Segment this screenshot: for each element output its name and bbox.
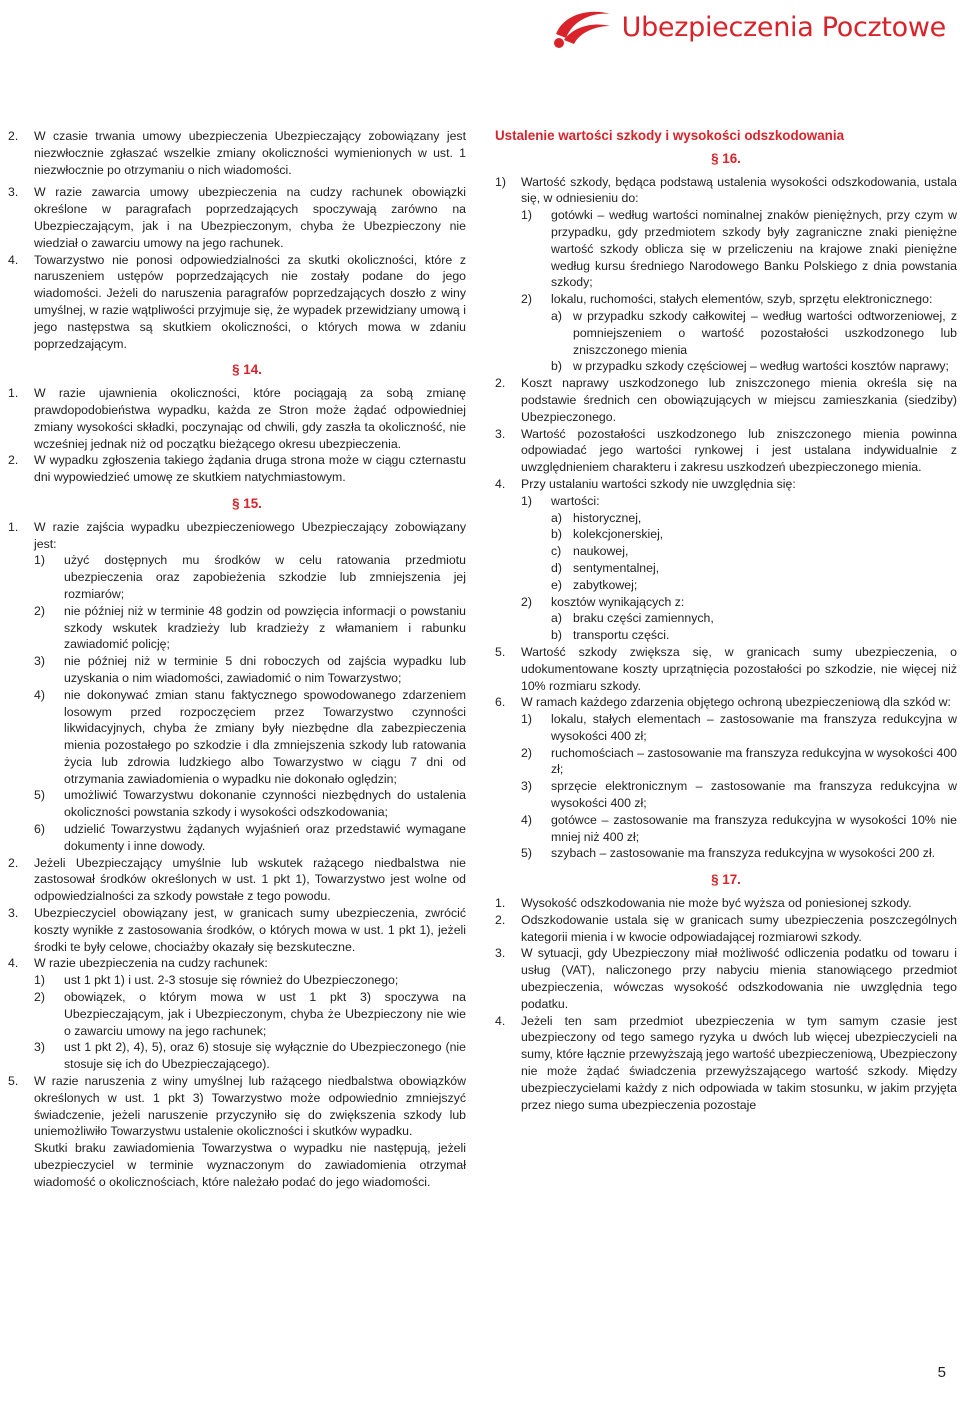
s15-sub: 1) użyć dostępnych mu środków w celu ratowania przedmiotu ubezpieczenia oraz zapobieżenia szkodzie lub zmniejszenia jej rozmiarów; [34,553,466,601]
paragraph-2: 2. W czasie trwania umowy ubezpieczenia Ubezpieczający zobowiązany jest niezwłocznie zgłaszać wszelkie zmiany okoliczności wymienionych w ust. 1 niezwłocznie po otrzymaniu o nich wiadomości. [8,129,466,177]
brand-name: Ubezpieczenia Pocztowe [621,11,946,43]
s15-item-2: 2. Jeżeli Ubezpieczający umyślnie lub wskutek rażącego niedbalstwa nie zastosował środków określonych w ust. 1 pkt 1), Towarzystwo jest wolne od odpowiedzialności za szkody powstałe z tego powodu. [8,855,466,904]
section-15-title: § 15. [232,495,262,511]
s16-sub-sub: a) historycznej, [551,510,642,525]
paragraph-3: 3. W razie zawarcia umowy ubezpieczenia na cudzy rachunek obowiązki określone w paragrafach poprzedzających spoczywają zarówno na Ubezpieczającym, jak i na Ubezpieczonym, chyba że Ubezpieczony nie wiedział o zawarciu umowy na jego rachunek. [8,185,466,250]
s16-sub: 5) szybach – zastosowanie ma franszyza redukcyjna w wysokości 200 zł. [521,846,936,861]
s16-sub-sub: b) kolekcjonerskiej, [551,527,664,542]
s15-sub: 1) ust 1 pkt 1) i ust. 2-3 stosuje się również do Ubezpieczonego; [34,973,399,988]
s15-item-5-continuation: Skutki braku zawiadomienia Towarzystwa o wypadku nie następują, jeżeli ubezpieczyciel w terminie wyznaczonym do zawiadomienia otrzymał wiadomość o okolicznościach, które należało podać do jego wiadomości. [34,1141,466,1189]
s16-item-4: 4. Przy ustalaniu wartości szkody nie uwzględnia się: [495,476,796,491]
s16-sub-sub: a) braku części zamiennych, [551,611,714,626]
s16-item-1: 1) Wartość szkody, będąca podstawą ustalenia wysokości odszkodowania, ustala się, w odniesieniu do: [495,174,957,206]
s16-item-2: 2. Koszt naprawy uszkodzonego lub zniszczonego mienia określa się na podstawie średnich cen obowiązujących w miejscu zamieszkania (siedziby) Ubezpieczonego. [495,376,957,424]
s16-sub-sub: e) zabytkowej; [551,577,638,592]
s16-sub-sub: d) sentymentalnej, [551,560,660,575]
s15-sub: 3) nie później niż w terminie 5 dni roboczych od zajścia wypadku lub uzyskania o nim wiadomości, zawiadomić o nim Towarzystwo; [34,654,466,685]
s15-sub: 4) nie dokonywać zmian stanu faktycznego spowodowanego zdarzeniem losowym przed rozpoczęciem przez Towarzystwo czynności likwidacyjnych, chyba że zmiany były niezbędne dla zabezpieczenia mienia pozostałego po szkodzie i dla zmniejszenia szkody lub ratowania życia lub zdrowia ludzkiego albo Towarzystwo w ciągu 7 dni od otrzymania zawiadomienia o wypadku nie dokonało oględzin; [34,687,466,786]
s15-sub: 2) obowiązek, o którym mowa w ust 1 pkt 3) spoczywa na Ubezpieczającym, jak i Ubezpieczonym, chyba że Ubezpieczony nie wie o zawarciu umowy na jego rachunek; [34,990,466,1038]
s17-item-1: 1. Wysokość odszkodowania nie może być wyższa od poniesionej szkody. [495,896,912,911]
s17-item-2: 2. Odszkodowanie ustala się w granicach sumy ubezpieczenia poszczególnych kategorii mienia i w kwocie odpowiadającej rozmiarowi szkody. [495,912,957,944]
s16-sub: 3) sprzęcie elektronicznym – zastosowanie ma franszyza redukcyjna w wysokości 400 zł; [521,779,957,811]
s16-sub: 2) kosztów wynikających z: [521,594,685,609]
s16-item-6: 6. W ramach każdego zdarzenia objętego ochroną ubezpieczeniową dla szkód w: [495,695,951,710]
section-14-title: § 14. [232,362,262,378]
s15-sub: 6) udzielić Towarzystwu żądanych wyjaśnień oraz przedstawić wymagane dokumenty i inne dowody. [34,822,466,853]
s15-item-5: 5. W razie naruszenia z winy umyślnej lub rażącego niedbalstwa obowiązków określonych w ust. 1 pkt 3) Towarzystwo może odpowiednio zmniejszyć świadczenie, jeżeli naruszenie przyczyniło się do zwiększenia szkody lub uniemożliwiło Towarzystwu ustalenie okoliczności i skutków wypadku. [8,1074,466,1139]
paragraph-4: 4. Towarzystwo nie ponosi odpowiedzialności za skutki okoliczności, które z naruszeniem ustępów poprzedzających nie zostały podane do jego wiadomości. Jeżeli do naruszenia paragrafów poprzedzających doszło z winy umyślnej, w razie wątpliwości przyjmuje się, że wypadek przewidziany umową i jego następstwa są skutkiem okoliczności, o których mowa w zdaniu poprzedzającym. [8,252,466,351]
s15-item-4: 4. W razie ubezpieczenia na cudzy rachunek: [8,956,268,971]
s17-item-3: 3. W sytuacji, gdy Ubezpieczony miał możliwość odliczenia podatku od towaru i usług (VAT), naliczonego przy nabyciu mienia stanowiącego przedmiot ubezpieczenia, wówczas wysokość odszkodowania nie uwzględnia tego podatku. [495,946,957,1011]
s15-item-3: 3. Ubezpieczyciel obowiązany jest, w granicach sumy ubezpieczenia, zwrócić koszty wynikłe z zastosowania środków, o których mowa w ust. 1 pkt 1), jeżeli środki te były celowe, chociażby okazały się bezskuteczne. [8,906,466,954]
envelope-swoosh-icon [550,4,616,50]
s16-sub: 2) ruchomościach – zastosowanie ma franszyza redukcyjna w wysokości 400 zł; [521,745,957,777]
s14-item-2: 2. W wypadku zgłoszenia takiego żądania druga strona może w ciągu czternastu dni wypowiedzieć umowę ze skutkiem natychmiastowym. [8,453,466,485]
s16-sub: 1) gotówki – według wartości nominalnej znaków pieniężnych, przy czym w przypadku, gdy przedmiotem szkody były zagraniczne znaki pieniężne wartość szkody oblicza się w przeliczeniu na krajowe znaki pieniężne według kursu średniego Narodowego Banku Polskiego z dnia powstania szkody; [521,208,957,290]
brand-logo [550,4,946,50]
section-16-title: § 16. [711,150,741,166]
s17-item-4: 4. Jeżeli ten sam przedmiot ubezpieczenia w tym samym czasie jest ubezpieczony od tego samego ryzyka u dwóch lub więcej ubezpieczycieli na sumy, które łącznie przewyższają jego wartość ubezpieczeniową, Ubezpieczony nie może żądać świadczenia przewyższającego wartość szkody. Między ubezpieczycielami każdy z nich odpowiada w takim stosunku, w jakim przyjęta przez niego suma ubezpieczenia pozostaje [495,1013,957,1112]
s16-sub-sub: b) transportu części. [551,628,670,643]
s16-sub: 1) wartości: [521,493,600,508]
s16-sub-sub: b) w przypadku szkody częściowej – według wartości kosztów naprawy; [551,359,949,374]
page-number: 5 [937,1364,946,1381]
s16-item-5: 5. Wartość szkody zwiększa się, w granicach sumy ubezpieczenia, o udokumentowane koszty uprzątnięcia pozostałości po szkodzie, nie więcej niż 10% rozmiaru szkody. [495,644,957,693]
s16-item-3: 3. Wartość pozostałości uszkodzonego lub zniszczonego mienia powinna odpowiadać jego wartości rynkowej i jest ustalana indywidualnie z uwzględnieniem charakteru i zakresu uszkodzeń ubezpieczonego mienia. [495,426,957,475]
s16-sub-sub: a) w przypadku szkody całkowitej – według wartości odtworzeniowej, z pomniejszeniem o wartość pozostałości uszkodzonego lub zniszczonego mienia [551,308,957,357]
right-column [495,128,957,1113]
s14-item-1: 1. W razie ujawnienia okoliczności, które pociągają za sobą zmianę prawdopodobieństwa wypadku, każda ze Stron może żądać odpowiedniej zmiany wysokości składki, poczynając od chwili, gdy zaszła ta okoliczność, nie wcześniej jednak niż od początku bieżącego okresu ubezpieczenia. [8,386,466,451]
s16-sub: 4) gotówce – zastosowanie ma franszyza redukcyjna w wysokości 10% nie mniej niż 400 zł; [521,812,957,844]
section-17-title: § 17. [711,872,741,888]
s16-sub-sub: c) naukowej, [551,544,629,559]
section-heading: Ustalenie wartości szkody i wysokości odszkodowania [495,128,845,143]
left-column [8,128,466,1191]
s16-sub: 1) lokalu, stałych elementach – zastosowanie ma franszyza redukcyjna w wysokości 400 zł; [521,712,957,743]
s16-sub: 2) lokalu, ruchomości, stałych elementów, szyb, sprzętu elektronicznego: [521,292,933,307]
s15-sub: 5) umożliwić Towarzystwu dokonanie czynności niezbędnych do ustalenia okoliczności powstania szkody i wysokości odszkodowania; [34,788,466,820]
s15-sub: 2) nie później niż w terminie 48 godzin od powzięcia informacji o powstaniu szkody wskutek kradzieży lub kradzieży z włamaniem i rabunku zawiadomić policję; [34,603,466,652]
s15-sub: 3) ust 1 pkt 2), 4), 5), oraz 6) stosuje się wyłącznie do Ubezpieczonego (nie stosuje się ich do Ubezpieczającego). [34,1040,466,1072]
s15-item-1: 1. W razie zajścia wypadku ubezpieczeniowego Ubezpieczający zobowiązany jest: [8,519,466,551]
